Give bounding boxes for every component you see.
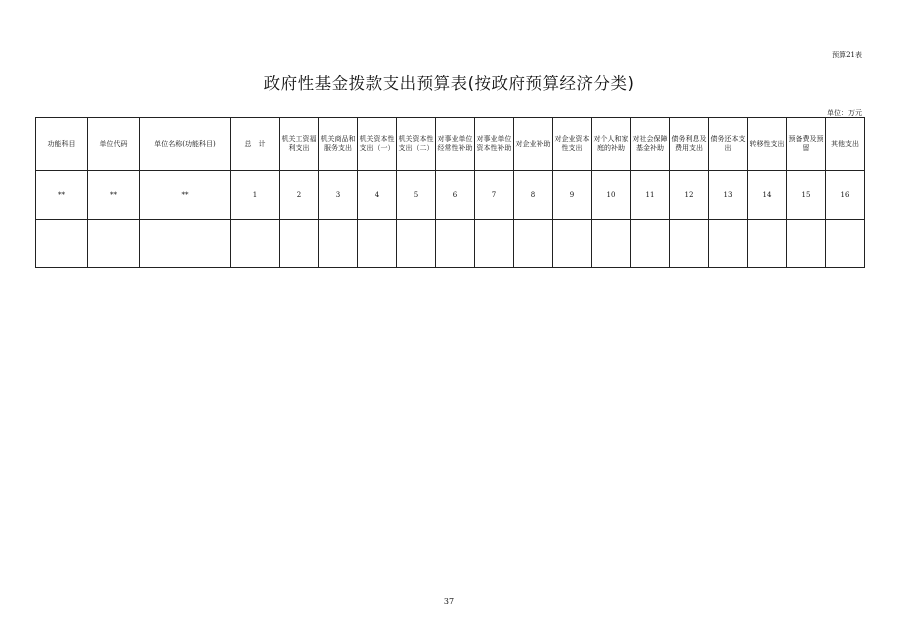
table-cell: 11: [631, 171, 670, 220]
table-header-row: [36, 118, 865, 171]
table-row: [36, 171, 865, 220]
table-cell: [475, 220, 514, 268]
budget-table: [35, 117, 865, 268]
table-cell: **: [36, 171, 88, 220]
table-cell: 5: [397, 171, 436, 220]
unit-label: 单位：万元: [827, 109, 862, 117]
column-header: 对事业单位资本性补助: [475, 118, 514, 171]
table-cell: [553, 220, 592, 268]
table-cell: [631, 220, 670, 268]
column-header: 单位名称(功能科目): [140, 118, 231, 171]
table-cell: [280, 220, 319, 268]
column-header: 总 计: [231, 118, 280, 171]
column-header: 功能科目: [36, 118, 88, 171]
column-header: 机关资本性支出（二）: [397, 118, 436, 171]
column-header: 对企业补助: [514, 118, 553, 171]
table-cell: [358, 220, 397, 268]
table-cell: **: [140, 171, 231, 220]
column-header: 机关商品和服务支出: [319, 118, 358, 171]
table-cell: [787, 220, 826, 268]
table-cell: [319, 220, 358, 268]
table-cell: 12: [670, 171, 709, 220]
page-title: 政府性基金拨款支出预算表(按政府预算经济分类): [263, 74, 635, 93]
table-cell: [231, 220, 280, 268]
table-cell: 4: [358, 171, 397, 220]
column-header: 转移性支出: [748, 118, 787, 171]
table-cell: [592, 220, 631, 268]
table-cell: 6: [436, 171, 475, 220]
column-header: 机关工资福利支出: [280, 118, 319, 171]
table-cell: [36, 220, 88, 268]
table-cell: 16: [826, 171, 865, 220]
table-cell: 7: [475, 171, 514, 220]
table-cell: 2: [280, 171, 319, 220]
table-cell: 13: [709, 171, 748, 220]
table-cell: 1: [231, 171, 280, 220]
table-cell: [140, 220, 231, 268]
table-cell: 9: [553, 171, 592, 220]
table-cell: 15: [787, 171, 826, 220]
column-header: 对个人和家庭的补助: [592, 118, 631, 171]
table-cell: [670, 220, 709, 268]
table-cell: [748, 220, 787, 268]
table-cell: 14: [748, 171, 787, 220]
column-header: 对企业资本性支出: [553, 118, 592, 171]
column-header: 机关资本性支出（一）: [358, 118, 397, 171]
table-row: [36, 220, 865, 268]
column-header: 对事业单位经常性补助: [436, 118, 475, 171]
table-cell: 10: [592, 171, 631, 220]
table-cell: [709, 220, 748, 268]
column-header: 债务还本支出: [709, 118, 748, 171]
table-cell: 3: [319, 171, 358, 220]
table-cell: [826, 220, 865, 268]
table-cell: **: [88, 171, 140, 220]
table-cell: [397, 220, 436, 268]
page-number: 37: [443, 597, 455, 606]
table-cell: [436, 220, 475, 268]
column-header: 其他支出: [826, 118, 865, 171]
table-cell: 8: [514, 171, 553, 220]
column-header: 对社会保障基金补助: [631, 118, 670, 171]
column-header: 单位代码: [88, 118, 140, 171]
column-header: 债务利息及费用支出: [670, 118, 709, 171]
table-cell: [514, 220, 553, 268]
table-cell: [88, 220, 140, 268]
column-header: 预备费及预留: [787, 118, 826, 171]
table-id-label: 预算21表: [832, 51, 862, 59]
